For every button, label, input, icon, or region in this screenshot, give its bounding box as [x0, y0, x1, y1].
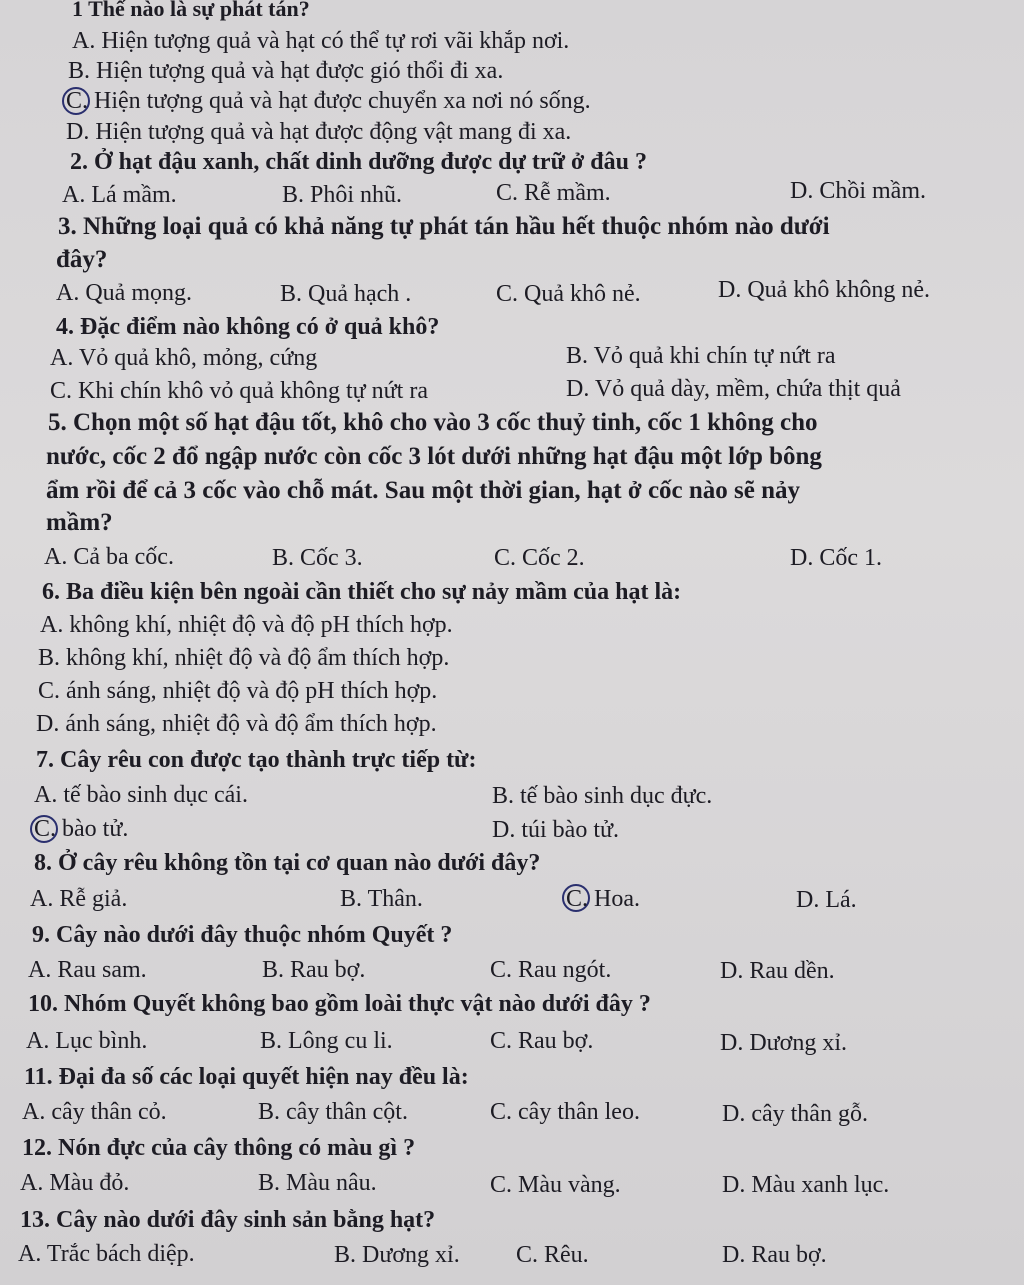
- q13-option-d: D. Rau bợ.: [722, 1242, 827, 1268]
- q10-option-c: C. Rau bợ.: [490, 1028, 594, 1054]
- q4-option-c: C. Khi chín khô vỏ quả không tự nứt ra: [50, 378, 428, 404]
- q9-option-a: A. Rau sam.: [28, 957, 147, 983]
- q12-option-b: B. Màu nâu.: [258, 1170, 377, 1196]
- q2-option-c: C. Rễ mầm.: [496, 180, 611, 206]
- q5-option-a: A. Cả ba cốc.: [44, 544, 174, 570]
- q10-option-d: D. Dương xỉ.: [720, 1030, 848, 1056]
- q1-option-a: A. Hiện tượng quả và hạt có thể tự rơi vãi khắp nơi.: [72, 28, 570, 54]
- q3-option-c: C. Quả khô nẻ.: [496, 281, 641, 307]
- question-13-title: 13. Cây nào dưới đây sinh sản bằng hạt?: [20, 1207, 436, 1233]
- q11-option-a: A. cây thân cỏ.: [22, 1099, 167, 1125]
- question-7-title: 7. Cây rêu con được tạo thành trực tiếp từ:: [36, 747, 477, 773]
- question-5-title-line3: ẩm rồi để cả 3 cốc vào chỗ mát. Sau một thời gian, hạt ở cốc nào sẽ nảy: [46, 477, 801, 504]
- question-3-title-cont: đây?: [56, 246, 108, 273]
- question-5-title-line2: nước, cốc 2 đổ ngập nước còn cốc 3 lót dưới những hạt đậu một lớp bông: [46, 443, 822, 470]
- q1-option-c: C. Hiện tượng quả và hạt được chuyển xa nơi nó sống.: [66, 88, 591, 114]
- q12-option-d: D. Màu xanh lục.: [722, 1172, 890, 1198]
- q4-option-d: D. Vỏ quả dày, mềm, chứa thịt quả: [566, 376, 901, 402]
- q11-option-c: C. cây thân leo.: [490, 1099, 640, 1125]
- q13-option-c: C. Rêu.: [516, 1242, 589, 1268]
- question-9-title: 9. Cây nào dưới đây thuộc nhóm Quyết ?: [32, 922, 453, 948]
- q11-option-b: B. cây thân cột.: [258, 1099, 408, 1125]
- q3-option-d: D. Quả khô không nẻ.: [718, 277, 930, 303]
- q9-option-b: B. Rau bợ.: [262, 957, 366, 983]
- question-12-title: 12. Nón đực của cây thông có màu gì ?: [22, 1135, 416, 1161]
- q13-option-a: A. Trắc bách diệp.: [18, 1241, 195, 1267]
- q7-option-d: D. túi bào tử.: [492, 817, 619, 843]
- q9-option-c: C. Rau ngót.: [490, 957, 612, 983]
- q6-option-d: D. ánh sáng, nhiệt độ và độ ẩm thích hợp.: [36, 711, 437, 737]
- q6-option-c: C. ánh sáng, nhiệt độ và độ pH thích hợp.: [38, 678, 438, 704]
- q13-option-b: B. Dương xỉ.: [334, 1242, 460, 1268]
- q2-option-a: A. Lá mầm.: [62, 182, 177, 208]
- q8-option-a: A. Rễ giả.: [30, 886, 128, 912]
- question-11-title: 11. Đại đa số các loại quyết hiện nay đều là:: [24, 1064, 469, 1090]
- q10-option-a: A. Lục bình.: [26, 1028, 148, 1054]
- question-3-title: 3. Những loại quả có khả năng tự phát tán hầu hết thuộc nhóm nào dưới: [58, 213, 830, 240]
- q1-option-d: D. Hiện tượng quả và hạt được động vật mang đi xa.: [66, 119, 572, 145]
- question-5-title: 5. Chọn một số hạt đậu tốt, khô cho vào 3 cốc thuỷ tinh, cốc 1 không cho: [48, 409, 818, 436]
- q3-option-a: A. Quả mọng.: [56, 280, 192, 306]
- q2-option-b: B. Phôi nhũ.: [282, 182, 403, 208]
- q8-option-b: B. Thân.: [340, 886, 423, 912]
- q3-option-b: B. Quả hạch .: [280, 281, 412, 307]
- q12-option-a: A. Màu đỏ.: [20, 1170, 130, 1196]
- q7-option-a: A. tế bào sinh dục cái.: [34, 782, 248, 808]
- question-5-title-line4: mầm?: [46, 509, 113, 536]
- q9-option-d: D. Rau dền.: [720, 958, 835, 984]
- q4-option-a: A. Vỏ quả khô, mỏng, cứng: [50, 345, 318, 371]
- q6-option-a: A. không khí, nhiệt độ và độ pH thích hợp.: [40, 612, 453, 638]
- q2-option-d: D. Chồi mầm.: [790, 178, 926, 204]
- q7-option-c: C. bào tử.: [34, 816, 129, 842]
- question-4-title: 4. Đặc điểm nào không có ở quả khô?: [56, 314, 440, 340]
- q8-option-c: C. Hoa.: [566, 886, 640, 912]
- q8-option-d: D. Lá.: [796, 887, 857, 913]
- question-2-title: 2. Ở hạt đậu xanh, chất dinh dưỡng được dự trữ ở đâu ?: [70, 149, 647, 175]
- question-10-title: 10. Nhóm Quyết không bao gồm loài thực vật nào dưới đây ?: [28, 991, 651, 1017]
- question-1-title: 1 Thế nào là sự phát tán?: [72, 0, 310, 21]
- question-8-title: 8. Ở cây rêu không tồn tại cơ quan nào dưới đây?: [34, 850, 541, 876]
- q5-option-d: D. Cốc 1.: [790, 545, 882, 571]
- q12-option-c: C. Màu vàng.: [490, 1172, 621, 1198]
- q6-option-b: B. không khí, nhiệt độ và độ ẩm thích hợp.: [38, 645, 450, 671]
- q5-option-b: B. Cốc 3.: [272, 545, 363, 571]
- question-6-title: 6. Ba điều kiện bên ngoài cần thiết cho sự nảy mầm của hạt là:: [42, 579, 682, 605]
- q4-option-b: B. Vỏ quả khi chín tự nứt ra: [566, 343, 836, 369]
- q5-option-c: C. Cốc 2.: [494, 545, 585, 571]
- q11-option-d: D. cây thân gỗ.: [722, 1101, 868, 1127]
- q7-option-b: B. tế bào sinh dục đực.: [492, 783, 713, 809]
- q10-option-b: B. Lông cu li.: [260, 1028, 393, 1054]
- q1-option-b: B. Hiện tượng quả và hạt được gió thổi đi xa.: [68, 58, 504, 84]
